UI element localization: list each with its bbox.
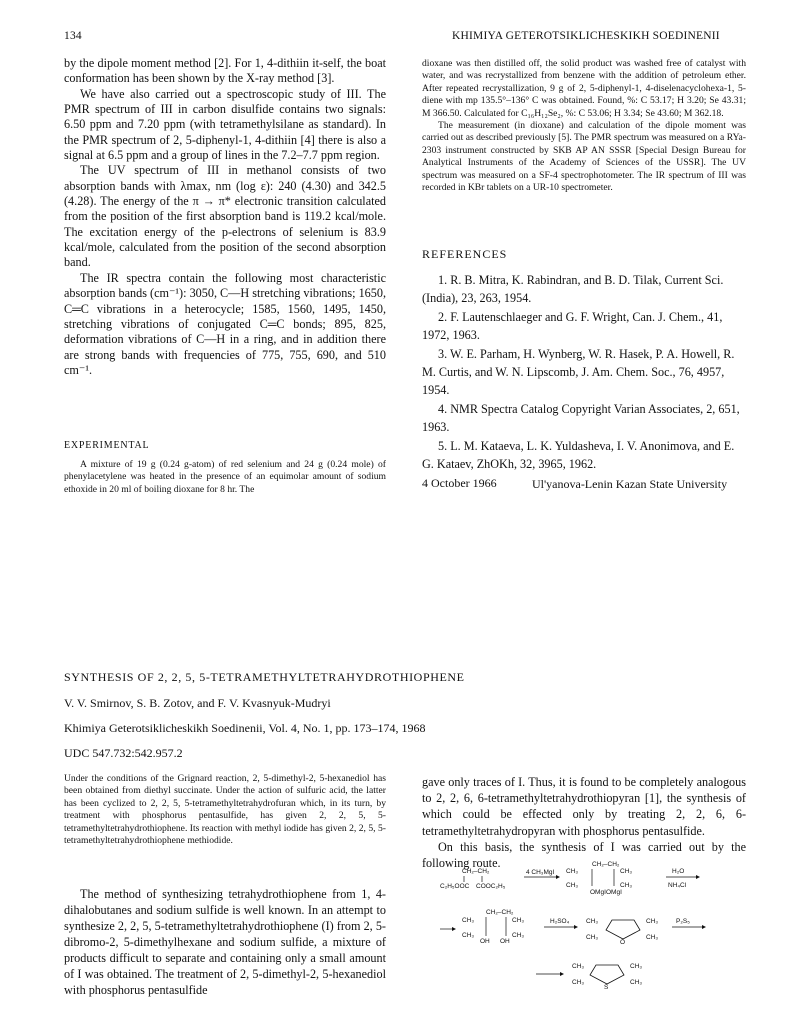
reaction-arrow-head: [574, 925, 578, 929]
page-number: 134: [64, 30, 82, 42]
scheme-label: CH₃: [630, 979, 643, 986]
scheme-label: CH₃: [572, 979, 585, 986]
scheme-label: S: [604, 984, 609, 991]
reaction-scheme: [440, 860, 760, 1032]
running-header: KHIMIYA GETEROTSIKLICHESKIKH SOEDINENII: [452, 30, 720, 42]
scheme-reagent: NH₄Cl: [668, 882, 687, 889]
scheme-label: CH₃: [630, 963, 643, 970]
body-right: [422, 774, 746, 871]
paragraph: Under the conditions of the Grignard reaction, 2, 5-dimethyl-2, 5-hexanediol has been obtained from diethyl succinate. Under the action of sulfuric acid, the latter has been cyclized to 2, 2, 5, 5-tetramethyltetrahydrofuran which, in its turn, by treatment with phosphorus pentasulfide, has given 2, 2, 5, 5-tetramethyltetrahydrothiophene. Its reaction with methyl iodide has given 2, 2, 5, 5-tetramethyltetrahydrothiophene methiodide.: [64, 773, 386, 847]
scheme-label: COOC₂H₅: [476, 883, 506, 890]
tetrahydrothiophene-ring: [590, 965, 624, 984]
scheme-label: CH₃: [620, 882, 633, 889]
paragraph: We have also carried out a spectroscopic study of III. The PMR spectrum of III in carbon disulfide contains two signals: 6.50 ppm and 7.20 ppm (with tetramethylsilane as standard). In the PMR spectrum of 2, 5-diphenyl-1, 4-dithiin [4] there is also a signal at 6.5 ppm and a group of lines in the 7.2–7.7 ppm region.: [64, 86, 386, 163]
abstract: [64, 773, 386, 847]
scheme-label: OMgI: [606, 889, 622, 896]
authors: V. V. Smirnov, S. B. Zotov, and F. V. Kvasnyuk-Mudryi: [64, 696, 331, 710]
scheme-label: CH₂–CH₂: [486, 909, 514, 916]
reaction-arrow-head: [556, 875, 560, 879]
left-column-top: [64, 56, 386, 378]
scheme-reagent: H₂SO₄: [550, 918, 570, 925]
scheme-reagent: H₂O: [672, 868, 685, 875]
reaction-arrow-head: [560, 972, 564, 976]
scheme-label: OMgI: [590, 889, 606, 896]
paragraph: by the dipole moment method [2]. For 1, 4-dithiin it-self, the boat conformation has been shown by the X-ray method [3].: [64, 56, 386, 86]
scheme-label: CH₃: [512, 917, 525, 924]
reaction-arrow-head: [452, 927, 456, 931]
scheme-label: CH₃: [646, 934, 659, 941]
scheme-label: O: [620, 939, 626, 946]
reference-item: 2. F. Lautenschlaeger and G. F. Wright, Can. J. Chem., 41, 1972, 1963.: [422, 309, 723, 343]
scheme-label: CH₃: [566, 882, 579, 889]
scheme-label: CH₃: [586, 934, 599, 941]
reference-item: 5. L. M. Kataeva, L. K. Yuldasheva, I. V. Anonimova, and E. G. Kataev, ZhOKh, 32, 3965, 1962.: [422, 438, 735, 472]
body-left: [64, 886, 386, 998]
scheme-label: CH₃: [462, 932, 475, 939]
references-heading: REFERENCES: [422, 247, 508, 261]
scheme-label: CH₂–CH₂: [462, 868, 490, 875]
paragraph: gave only traces of I. Thus, it is found to be completely analogous to 2, 2, 6, 6-tetramethyltetrahydrothiopyran [1], the synthesis of which could be effected only by treating 2, 2, 6, 6-tetramethyltetrahydropyran with phosphorus pentasulfide.: [422, 775, 746, 838]
paragraph: dioxane was then distilled off, the solid product was washed free of catalyst with water, and was recrystallized from benzene with the addition of petroleum ether. After repeated recrystallization, 9 g of 2, 5-diphenyl-1, 4-diselenacyclohexa-1, 5-diene with mp 135.5°–136° C was obtained. Found, %: C 53.17; H 3.20; Se 43.31; M 366.50. Calculated for C₁₆H₁₂Se₂, %: C 53.06; H 3.34; Se 43.60; M 362.18.: [422, 58, 746, 119]
paragraph: A mixture of 19 g (0.24 g-atom) of red selenium and 24 g (0.24 mole) of phenylacetylene was heated in the presence of an equimolar amount of sodium ethoxide in 20 ml of boiling dioxane for 8 hr. The: [64, 459, 386, 495]
paragraph: The UV spectrum of III in methanol consists of two absorption bands with λmax, nm (log ε): 240 (4.30) and 342.5 (4.28). The energy of the π → π* electronic transition calculated from the position of the first absorption band is 119.2 kcal/mole. The excitation energy of the p-electrons of selenium is 83.9 kcal/mole, calculated from the position of the second absorption band.: [64, 163, 386, 270]
experimental-heading: EXPERIMENTAL: [64, 440, 150, 451]
scheme-label: CH₃: [462, 917, 475, 924]
scheme-label: C₂H₅OOC: [440, 883, 470, 890]
scheme-reagent: P₂S₅: [676, 918, 690, 925]
reference-item: 1. R. B. Mitra, K. Rabindran, and B. D. Tilak, Current Sci. (India), 23, 263, 1954.: [422, 273, 724, 306]
scheme-label: OH: [480, 938, 490, 945]
paragraph: The IR spectra contain the following most characteristic absorption bands (cm⁻¹): 3050, C—H stretching vibrations; 1650, C═C vibrations in a heterocycle; 1585, 1560, 1495, 1450, stretching vibrations of conjugated C═C bonds; 895, 825, deformation vibrations of C—H in a ring, and in addition there are strong bands with frequencies of 775, 755, 690, and 510 cm⁻¹.: [64, 270, 386, 377]
tetrahydrofuran-ring: [606, 920, 640, 939]
scheme-reagent: 4 CH₃MgI: [526, 869, 555, 876]
scheme-label: CH₃: [512, 932, 525, 939]
paragraph: The method of synthesizing tetrahydrothiophene from 1, 4-dihalobutanes and sodium sulfide is well known. In an attempt to synthesize 2, 2, 5, 5-tetramethyltetrahydrothiophene (I) from 2, 5-dibromo-2, 5-dimethylhexane and sodium sulfide, a mixture of products difficult to separate and containing only a small amount of I was obtained. The treatment of 2, 5-dimethyl-2, 5-hexanediol with phosphorus pentasulfide: [64, 887, 386, 997]
reference-item: 3. W. E. Parham, H. Wynberg, W. R. Hasek, P. A. Howell, R. M. Curtis, and W. N. Lipscomb, J. Am. Chem. Soc., 76, 4957, 1954.: [422, 346, 735, 398]
scheme-label: CH₃: [572, 963, 585, 970]
scheme-label: OH: [500, 938, 510, 945]
reference-list: [422, 271, 746, 473]
right-column-experimental: [422, 58, 746, 194]
scheme-label: CH₃: [586, 918, 599, 925]
udc-code: UDC 547.732:542.957.2: [64, 746, 183, 760]
received-date: 4 October 1966: [422, 476, 497, 490]
citation: Khimiya Geterotsiklicheskikh Soedinenii, Vol. 4, No. 1, pp. 173–174, 1968: [64, 721, 426, 735]
institution: Ul'yanova-Lenin Kazan State University: [532, 477, 728, 491]
paragraph: The measurement (in dioxane) and calculation of the dipole moment was carried out as described previously [5]. The PMR spectrum was measured on a RYa-2303 instrument constructed by SKB AP AN SSSR [Special Design Bureau for Analytical Instruments of the Academy of Sciences of the USSR]. The UV spectrum was measured on a SF-4 spectrophotometer. The IR spectrum of III was recorded in KBr tablets on a UR-10 spectrometer.: [422, 120, 746, 194]
article-title: SYNTHESIS OF 2, 2, 5, 5-TETRAMETHYLTETRAHYDROTHIOPHENE: [64, 670, 465, 684]
scheme-label: CH₃: [646, 918, 659, 925]
scheme-label: CH₂–CH₂: [592, 861, 620, 868]
paragraph: On this basis, the synthesis of I was carried out by the following route.: [422, 839, 746, 871]
reaction-arrow-head: [696, 875, 700, 879]
experimental-text: [64, 459, 386, 496]
scheme-label: CH₃: [566, 868, 579, 875]
scheme-label: CH₃: [620, 868, 633, 875]
reference-item: 4. NMR Spectra Catalog Copyright Varian Associates, 2, 651, 1963.: [422, 401, 740, 435]
reaction-arrow-head: [702, 925, 706, 929]
